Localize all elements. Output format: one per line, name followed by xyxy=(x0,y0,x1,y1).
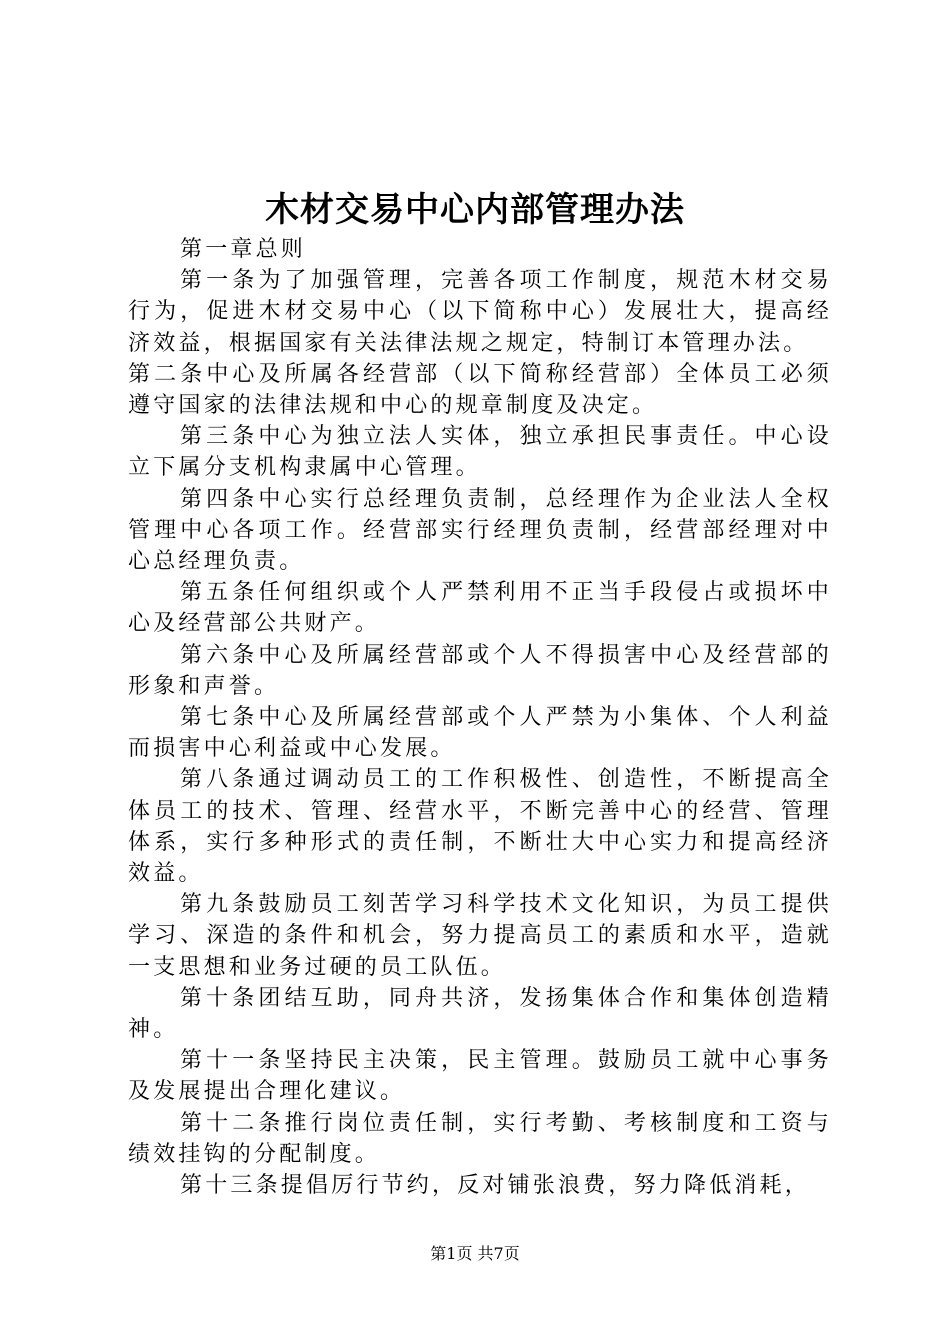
document-body xyxy=(128,234,832,1201)
paragraph: 第三条中心为独立法人实体，独立承担民事责任。中心设立下属分支机构隶属中心管理。 xyxy=(128,424,832,481)
paragraph: 第六条中心及所属经营部或个人不得损害中心及经营部的形象和声誉。 xyxy=(128,642,832,699)
page-number: 第1页 共7页 xyxy=(430,1244,520,1263)
paragraph: 第九条鼓励员工刻苦学习科学技术文化知识，为员工提供学习、深造的条件和机会，努力提高员工的素质和水平，造就一支思想和业务过硬的员工队伍。 xyxy=(128,892,832,980)
paragraph: 第十条团结互助，同舟共济，发扬集体合作和集体创造精神。 xyxy=(128,985,832,1043)
paragraph: 第一条为了加强管理，完善各项工作制度，规范木材交易行为，促进木材交易中心（以下简称中心）发展壮大，提高经济效益，根据国家有关法律法规之规定，特制订本管理办法。 xyxy=(128,268,832,356)
paragraph: 第二条中心及所属各经营部（以下简称经营部）全体员工必须遵守国家的法律法规和中心的规章制度及决定。 xyxy=(128,361,832,419)
paragraph: 第四条中心实行总经理负责制，总经理作为企业法人全权管理中心各项工作。经营部实行经理负责制，经营部经理对中心总经理负责。 xyxy=(128,486,832,575)
paragraph: 第十二条推行岗位责任制，实行考勤、考核制度和工资与绩效挂钩的分配制度。 xyxy=(128,1110,832,1167)
paragraph: 第十一条坚持民主决策，民主管理。鼓励员工就中心事务及发展提出合理化建议。 xyxy=(128,1048,832,1105)
paragraph: 第十三条提倡厉行节约，反对铺张浪费，努力降低消耗， xyxy=(180,1173,811,1199)
paragraph: 第五条任何组织或个人严禁利用不正当手段侵占或损坏中心及经营部公共财产。 xyxy=(128,580,832,637)
paragraph: 第一章总则 xyxy=(180,237,307,262)
paragraph: 第七条中心及所属经营部或个人严禁为小集体、个人利益而损害中心利益或中心发展。 xyxy=(128,705,832,762)
paragraph: 第八条通过调动员工的工作积极性、创造性，不断提高全体员工的技术、管理、经营水平，不断完善中心的经营、管理体系，实行多种形式的责任制，不断壮大中心实力和提高经济效益。 xyxy=(128,767,832,887)
document-title: 木材交易中心内部管理办法 xyxy=(265,190,685,230)
